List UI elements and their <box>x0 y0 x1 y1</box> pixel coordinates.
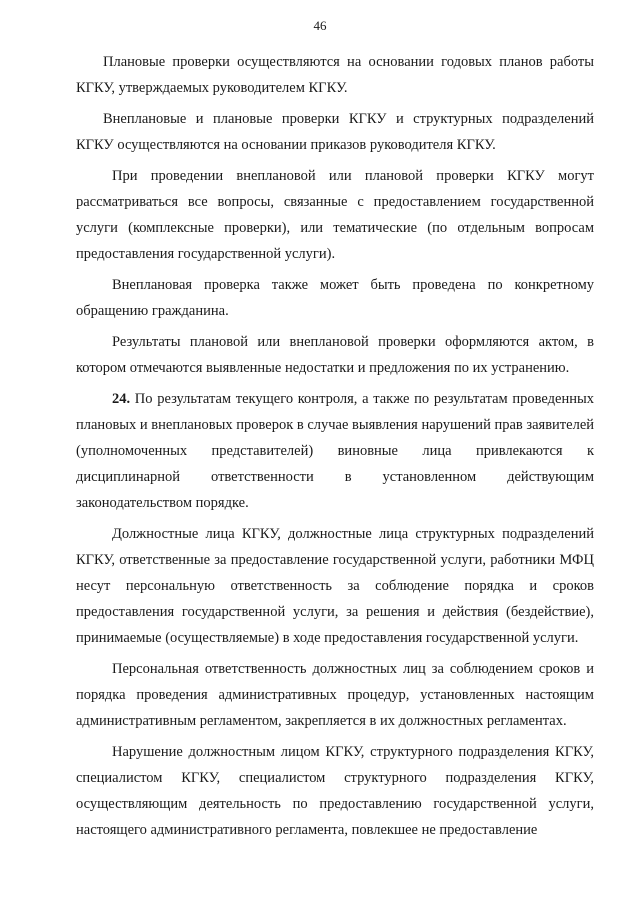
paragraph-inspection-scope <box>76 163 594 267</box>
paragraph-inspection-results <box>76 329 594 381</box>
item-number: 24. <box>112 391 131 407</box>
paragraph-text: Персональная ответственность должностных лиц за соблюдением сроков и порядка проведения административных процедур, установленных настоящим административным регламентом, закрепляется в их должностных регламентах. <box>76 661 594 729</box>
paragraph-text: Внеплановые и плановые проверки КГКУ и структурных подразделений КГКУ осуществляются на основании приказов руководителя КГКУ. <box>76 111 594 153</box>
paragraph-personal-responsibility-officials <box>76 521 594 651</box>
paragraph-citizen-request-inspection <box>76 272 594 324</box>
paragraph-violation <box>76 739 594 843</box>
paragraph-text: Нарушение должностным лицом КГКУ, структурного подразделения КГКУ, специалистом КГКУ, специалистом структурного подразделения КГКУ, осуществляющим деятельность по предоставлению государственной услуги, настоящего административного регламента, повлекшее не предоставление <box>76 744 594 838</box>
page-number: 46 <box>313 18 327 33</box>
paragraph-text: Должностные лица КГКУ, должностные лица структурных подразделений КГКУ, ответственные за предоставление государственной услуги, работники МФЦ несут персональную ответственность за соблюдение порядка и сроков предоставления государственной услуги, за решения и действия (бездействие), принимаемые (осуществляемые) в ходе предоставления государственной услуги. <box>76 526 594 646</box>
paragraph-text: При проведении внеплановой или плановой проверки КГКУ могут рассматриваться все вопросы, связанные с предоставлением государственной услуги (комплексные проверки), или тематические (по отдельным вопросам предоставления государственной услуги). <box>76 168 594 262</box>
paragraph-text: Плановые проверки осуществляются на основании годовых планов работы КГКУ, утверждаемых руководителем КГКУ. <box>76 54 594 96</box>
document-body <box>76 49 594 848</box>
paragraph-text: Внеплановая проверка также может быть проведена по конкретному обращению гражданина. <box>76 277 594 319</box>
paragraph-planned-inspections <box>76 49 594 101</box>
paragraph-text: По результатам текущего контроля, а также по результатам проведенных плановых и внеплановых проверок в случае выявления нарушений прав заявителей (уполномоченных представителей) виновные лица привлекаются к дисциплинарной ответственности в установленном действующим законодательством порядке. <box>76 391 595 511</box>
paragraph-item-24 <box>76 386 594 516</box>
paragraph-unplanned-and-planned-inspections <box>76 106 594 158</box>
paragraph-text: Результаты плановой или внеплановой проверки оформляются актом, в котором отмечаются выявленные недостатки и предложения по их устранению. <box>76 334 594 376</box>
paragraph-responsibility-in-regulations <box>76 656 594 734</box>
